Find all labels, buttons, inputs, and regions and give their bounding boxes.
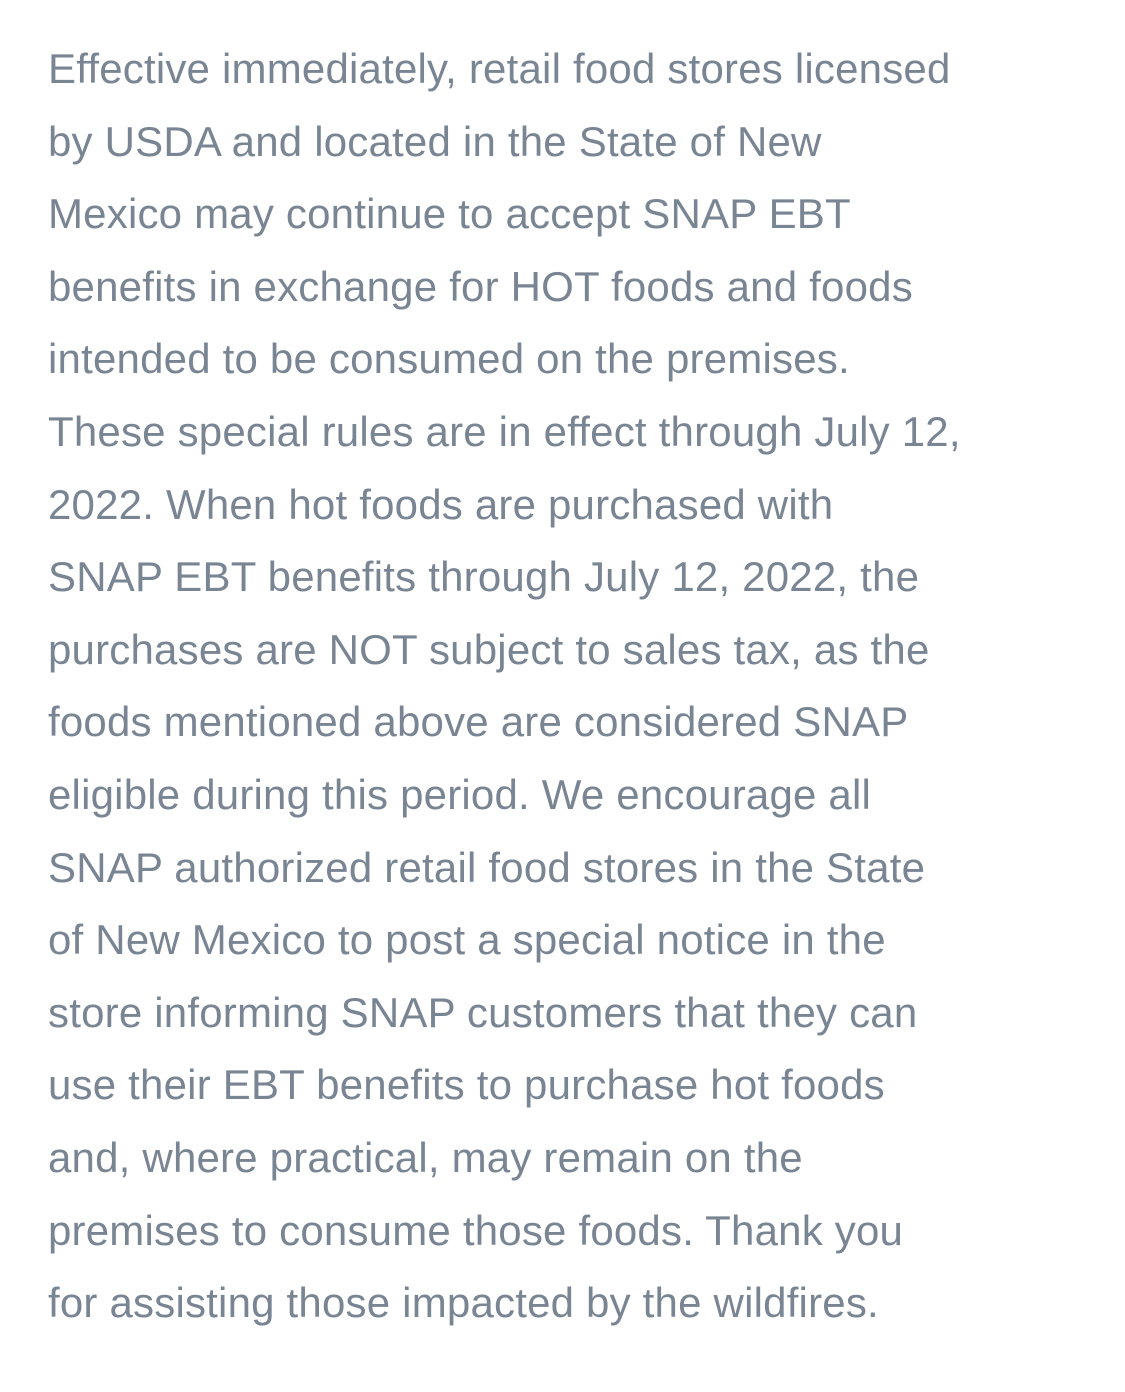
notice-text-line: These special rules are in effect through July 12, — [48, 407, 961, 455]
notice-text-line: purchases are NOT subject to sales tax, as the — [48, 625, 930, 673]
notice-text-line: eligible during this period. We encourage all — [48, 770, 872, 818]
notice-text-line: Effective immediately, retail food stores licensed — [48, 45, 951, 92]
notice-text-line: for assisting those impacted by the wildfires. — [48, 1279, 879, 1327]
notice-text-line: 2022. When hot foods are purchased with — [48, 480, 834, 528]
notice-text-line: premises to consume those foods. Thank you — [48, 1206, 904, 1254]
notice-text-line: store informing SNAP customers that they can — [48, 988, 918, 1036]
notice-text-line: foods mentioned above are considered SNAP — [48, 698, 909, 746]
notice-text-line: SNAP EBT benefits through July 12, 2022, the — [48, 553, 920, 601]
notice-text-line: intended to be consumed on the premises. — [48, 335, 850, 383]
notice-text-line: SNAP authorized retail food stores in the State — [48, 843, 926, 891]
notice-text-line: benefits in exchange for HOT foods and foods — [48, 262, 913, 310]
notice-text-line: and, where practical, may remain on the — [48, 1133, 803, 1181]
notice-text-line: Mexico may continue to accept SNAP EBT — [48, 190, 851, 238]
notice-text-line: by USDA and located in the State of New — [48, 117, 822, 165]
notice-text-line: of New Mexico to post a special notice in the — [48, 916, 886, 964]
notice-text-line: use their EBT benefits to purchase hot foods — [48, 1061, 885, 1109]
